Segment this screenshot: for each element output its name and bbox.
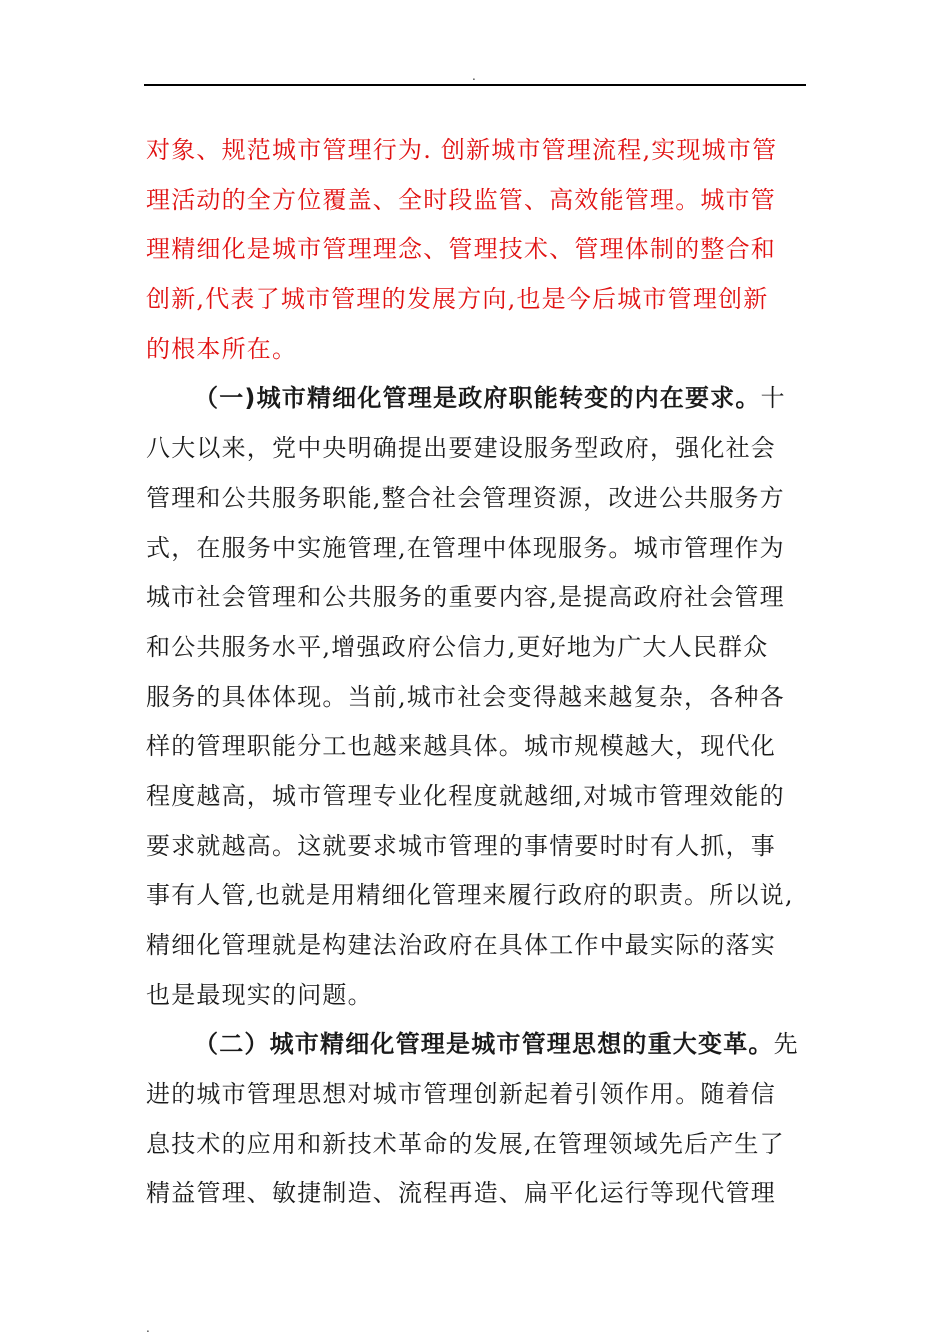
section-heading-line [146, 1020, 806, 1070]
paragraph-line: 管理和公共服务职能,整合社会管理资源，改进公共服务方 [146, 483, 785, 512]
paragraph-line: 理精细化是城市管理理念、管理技术、管理体制的整合和 [146, 235, 776, 264]
paragraph-line: 城市社会管理和公共服务的重要内容,是提高政府社会管理 [146, 583, 785, 612]
paragraph-line: 要求就越高。这就要求城市管理的事情要时时有人抓，事 [146, 831, 776, 860]
paragraph-text: 先 [773, 1030, 799, 1059]
paragraph-line: 理活动的全方位覆盖、全时段监管、高效能管理。城市管 [146, 185, 776, 214]
header-marker: . [472, 69, 476, 83]
section-heading: （一)城市精细化管理是政府职能转变的内在要求。 [194, 384, 761, 413]
document-body [146, 126, 806, 1219]
paragraph-line: 精益管理、敏捷制造、流程再造、扁平化运行等现代管理 [146, 1179, 776, 1208]
paragraph-line: 服务的具体体现。当前,城市社会变得越来越复杂，各种各 [146, 682, 785, 711]
paragraph-line: 息技术的应用和新技术革命的发展,在管理领域先后产生了 [146, 1129, 785, 1158]
paragraph-line: 八大以来，党中央明确提出要建设服务型政府，强化社会 [146, 434, 776, 463]
paragraph-text: 十 [760, 384, 786, 413]
paragraph-line: 式，在服务中实施管理,在管理中体现服务。城市管理作为 [146, 533, 785, 562]
section-heading: （二）城市精细化管理是城市管理思想的重大变革。 [194, 1030, 774, 1059]
paragraph-line: 程度越高，城市管理专业化程度就越细,对城市管理效能的 [146, 781, 785, 810]
paragraph-line: 和公共服务水平,增强政府公信力,更好地为广大人民群众 [146, 632, 769, 661]
paragraph-line: 对象、规范城市管理行为. 创新城市管理流程,实现城市管 [146, 136, 778, 164]
paragraph-line: 事有人管,也就是用精细化管理来履行政府的职责。所以说, [146, 881, 794, 910]
paragraph-line: 样的管理职能分工也越来越具体。城市规模越大，现代化 [146, 732, 776, 761]
section-heading-line [146, 374, 806, 424]
paragraph-line: 精细化管理就是构建法治政府在具体工作中最实际的落实 [146, 931, 776, 959]
paragraph-line: 创新,代表了城市管理的发展方向,也是今后城市管理创新 [146, 285, 769, 314]
footer-marker: . [146, 1321, 150, 1335]
header-rule [144, 84, 806, 86]
paragraph-line: 进的城市管理思想对城市管理创新起着引领作用。随着信 [146, 1080, 776, 1109]
paragraph-line: 的根本所在。 [146, 334, 298, 363]
paragraph-line: 也是最现实的问题。 [146, 980, 373, 1009]
